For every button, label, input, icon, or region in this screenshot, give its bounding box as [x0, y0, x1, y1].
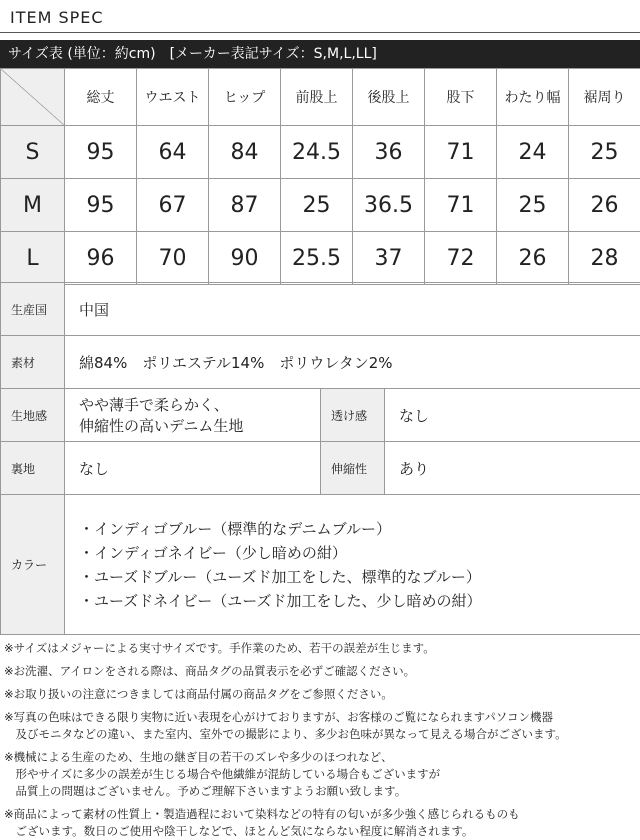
size-value: 67	[137, 179, 209, 232]
note-line: ※お取り扱いの注意につきましては商品付属の商品タグをご参照ください。	[4, 686, 636, 703]
texture-value	[65, 389, 321, 442]
note-line: ※サイズはメジャーによる実寸サイズです。手作業のため、若干の誤差が生じます。	[4, 640, 636, 657]
column-header: 裾周り	[569, 69, 640, 126]
size-table-header: サイズ表 (単位：約cm) [メーカー表記サイズ：S,M,L,LL]	[0, 40, 640, 68]
column-header: 股下	[425, 69, 497, 126]
lining-value: なし	[65, 442, 321, 495]
color-list	[65, 495, 640, 635]
origin-value: 中国	[65, 283, 640, 336]
size-row-m	[1, 179, 640, 232]
size-value: 26	[497, 232, 569, 285]
size-label: S	[1, 126, 65, 179]
note-line: ございます。数日のご使用や陰干しなどで、ほとんど気にならない程度に解消されます。	[4, 823, 636, 840]
stretch-label: 伸縮性	[321, 442, 385, 495]
size-value: 28	[569, 232, 640, 285]
color-item: ・ユーズドネイビー（ユーズド加工をした、少し暗めの紺）	[79, 589, 626, 613]
column-header: 前股上	[281, 69, 353, 126]
note-line: ※お洗濯、アイロンをされる際は、商品タグの品質表示を必ずご確認ください。	[4, 663, 636, 680]
sheer-label: 透け感	[321, 389, 385, 442]
info-row-texture	[1, 389, 640, 442]
size-value: 25	[281, 179, 353, 232]
size-value: 64	[137, 126, 209, 179]
size-value: 71	[425, 126, 497, 179]
note-line: ※機械による生産のため、生地の継ぎ目の若干のズレや多少のほつれなど、	[4, 749, 636, 766]
size-value: 96	[65, 232, 137, 285]
size-value: 36	[353, 126, 425, 179]
texture-value-line: 伸縮性の高いデニム生地	[79, 415, 306, 436]
size-value: 25	[569, 126, 640, 179]
texture-value-line: やや薄手で柔らかく、	[79, 394, 306, 415]
column-header: わたり幅	[497, 69, 569, 126]
note-line: 品質上の問題はございません。予めご理解下さいますようお願い致します。	[4, 783, 636, 800]
material-value: 綿84% ポリエステル14% ポリウレタン2%	[65, 336, 640, 389]
size-value: 36.5	[353, 179, 425, 232]
stretch-value: あり	[385, 442, 640, 495]
size-value: 90	[209, 232, 281, 285]
size-table-head-row	[1, 69, 640, 126]
size-value: 25	[497, 179, 569, 232]
size-value: 84	[209, 126, 281, 179]
size-value: 70	[137, 232, 209, 285]
size-value: 24	[497, 126, 569, 179]
texture-label: 生地感	[1, 389, 65, 442]
page-title: ITEM SPEC	[10, 8, 104, 27]
color-label: カラー	[1, 495, 65, 635]
size-value: 95	[65, 179, 137, 232]
title-divider	[0, 32, 640, 33]
lining-label: 裏地	[1, 442, 65, 495]
column-header: ウエスト	[137, 69, 209, 126]
diagonal-corner-cell	[1, 69, 65, 126]
size-value: 37	[353, 232, 425, 285]
color-item: ・インディゴネイビー（少し暗めの紺）	[79, 541, 626, 565]
info-row-material	[1, 336, 640, 389]
column-header: ヒップ	[209, 69, 281, 126]
size-value: 71	[425, 179, 497, 232]
notes	[4, 640, 636, 840]
size-label: M	[1, 179, 65, 232]
size-row-l	[1, 232, 640, 285]
size-value: 25.5	[281, 232, 353, 285]
color-item: ・インディゴブルー（標準的なデニムブルー）	[79, 517, 626, 541]
color-item: ・ユーズドブルー（ユーズド加工をした、標準的なブルー）	[79, 565, 626, 589]
note-line: 形やサイズに多少の誤差が生じる場合や他繊維が混紡している場合もございますが	[4, 766, 636, 783]
info-row-lining	[1, 442, 640, 495]
column-header: 後股上	[353, 69, 425, 126]
material-label: 素材	[1, 336, 65, 389]
origin-label: 生産国	[1, 283, 65, 336]
info-row-color	[1, 495, 640, 635]
info-row-origin	[1, 283, 640, 336]
size-label: L	[1, 232, 65, 285]
size-value: 87	[209, 179, 281, 232]
size-value: 24.5	[281, 126, 353, 179]
size-table	[0, 68, 640, 285]
note-line: 及びモニタなどの違い、また室内、室外での撮影により、多少お色味が異なって見える場合がございます。	[4, 726, 636, 743]
sheer-value: なし	[385, 389, 640, 442]
size-value: 72	[425, 232, 497, 285]
size-value: 95	[65, 126, 137, 179]
note-line: ※商品によって素材の性質上・製造過程において染料などの特有の匂いが多少強く感じられるものも	[4, 806, 636, 823]
note-line: ※写真の色味はできる限り実物に近い表現を心がけておりますが、お客様のご覧になられますパソコン機器	[4, 709, 636, 726]
column-header: 総丈	[65, 69, 137, 126]
size-value: 26	[569, 179, 640, 232]
info-table	[0, 282, 640, 635]
size-row-s	[1, 126, 640, 179]
